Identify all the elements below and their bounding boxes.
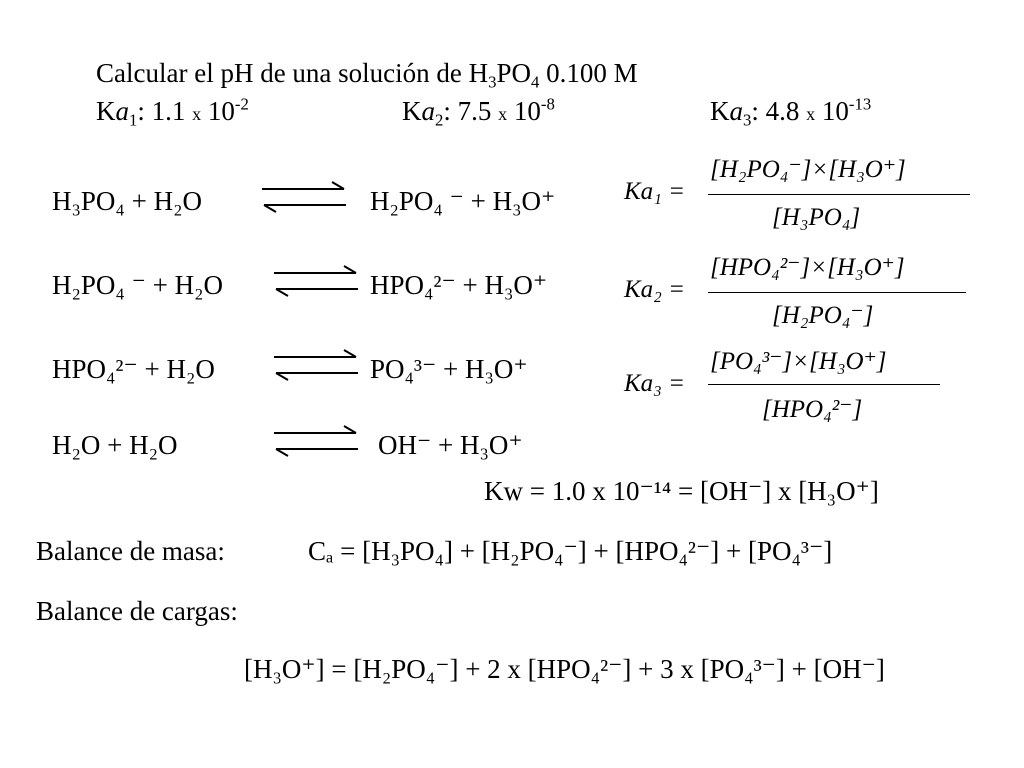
ka3-a: a	[729, 96, 743, 126]
reaction-3-right: PO₄³⁻ + H₃O⁺	[370, 354, 528, 384]
ka1-numerator: [H₂PO₄⁻]×[H₃O⁺]	[710, 156, 906, 183]
reaction-1-right: H₂PO₄ ⁻ + H₃O⁺	[370, 186, 556, 216]
charge-balance-label: Balance de cargas:	[36, 596, 238, 626]
title-text: Calcular el pH de una solución de	[96, 58, 469, 88]
ka3-fraction-bar	[708, 384, 940, 385]
title-formula-po: PO	[496, 58, 532, 88]
ka3-k: K	[710, 96, 730, 126]
ka2-value	[402, 94, 555, 130]
title-sub-4: 4	[531, 72, 540, 92]
ka1-a: a	[115, 96, 129, 126]
ka1-number: : 1.1	[137, 96, 193, 126]
ka2-k: K	[402, 96, 422, 126]
ka1-index: 1	[129, 110, 138, 130]
mass-balance-label: Balance de masa:	[36, 536, 225, 566]
charge-balance-equation: [H₃O⁺] = [H₂PO₄⁻] + 2 x [HPO₄²⁻] + 3 x [PO₄³⁻] + [OH⁻]	[244, 654, 885, 684]
ka1-fraction-bar	[708, 194, 970, 195]
reaction-3-left: HPO₄²⁻ + H₂O	[52, 354, 215, 384]
equilibrium-arrows-icon	[270, 424, 362, 458]
ka2-times: x	[498, 104, 508, 124]
reaction-1-left: H₃PO₄ + H₂O	[52, 186, 202, 216]
ka2-expression	[624, 244, 974, 334]
ka1-k: K	[96, 96, 116, 126]
page-title	[96, 58, 638, 92]
ka2-number: : 7.5	[443, 96, 499, 126]
ka2-lhs: Ka₂ =	[624, 276, 685, 303]
ka2-fraction-bar	[708, 292, 966, 293]
kw-expression: Kw = 1.0 x 10⁻¹⁴ = [OH⁻] x [H₃O⁺]	[484, 476, 879, 506]
ka2-a: a	[421, 96, 435, 126]
title-concentration: 0.100 M	[539, 58, 638, 88]
ka1-denominator: [H₃PO₄]	[772, 204, 861, 231]
ka3-denominator: [HPO₄²⁻]	[762, 396, 863, 423]
ka2-numerator: [HPO₄²⁻]×[H₃O⁺]	[710, 254, 905, 281]
equilibrium-arrows-icon	[270, 348, 362, 382]
reaction-4-right: OH⁻ + H₃O⁺	[378, 430, 523, 460]
ka3-lhs: Ka₃ =	[624, 370, 685, 397]
ka2-exponent: -8	[540, 94, 555, 114]
ka2-denominator: [H₂PO₄⁻]	[772, 302, 874, 329]
ka3-index: 3	[743, 110, 752, 130]
ka3-base: 10	[815, 96, 849, 126]
ka1-base: 10	[201, 96, 235, 126]
title-formula-h: H	[468, 58, 489, 88]
ka3-value	[710, 94, 872, 130]
reaction-2-left: H₂PO₄ ⁻ + H₂O	[52, 270, 223, 300]
ka3-number: : 4.8	[751, 96, 807, 126]
title-sub-3: 3	[488, 72, 497, 92]
ka1-expression	[624, 150, 974, 240]
ka1-value	[96, 94, 249, 130]
reaction-4-left: H₂O + H₂O	[52, 430, 178, 460]
ka1-exponent: -2	[234, 94, 249, 114]
ka1-times: x	[192, 104, 202, 124]
ka3-exponent: -13	[848, 94, 872, 114]
ka1-lhs: Ka₁ =	[624, 178, 685, 205]
equilibrium-arrows-icon	[258, 180, 350, 214]
ka3-times: x	[806, 104, 816, 124]
reaction-2-right: HPO₄²⁻ + H₃O⁺	[370, 270, 548, 300]
equilibrium-arrows-icon	[270, 264, 362, 298]
mass-balance-equation: Cₐ = [H₃PO₄] + [H₂PO₄⁻] + [HPO₄²⁻] + [PO₄³⁻]	[308, 536, 833, 566]
ka2-index: 2	[435, 110, 444, 130]
ka2-base: 10	[507, 96, 541, 126]
ka3-expression	[624, 338, 974, 428]
ka3-numerator: [PO₄³⁻]×[H₃O⁺]	[710, 348, 887, 375]
